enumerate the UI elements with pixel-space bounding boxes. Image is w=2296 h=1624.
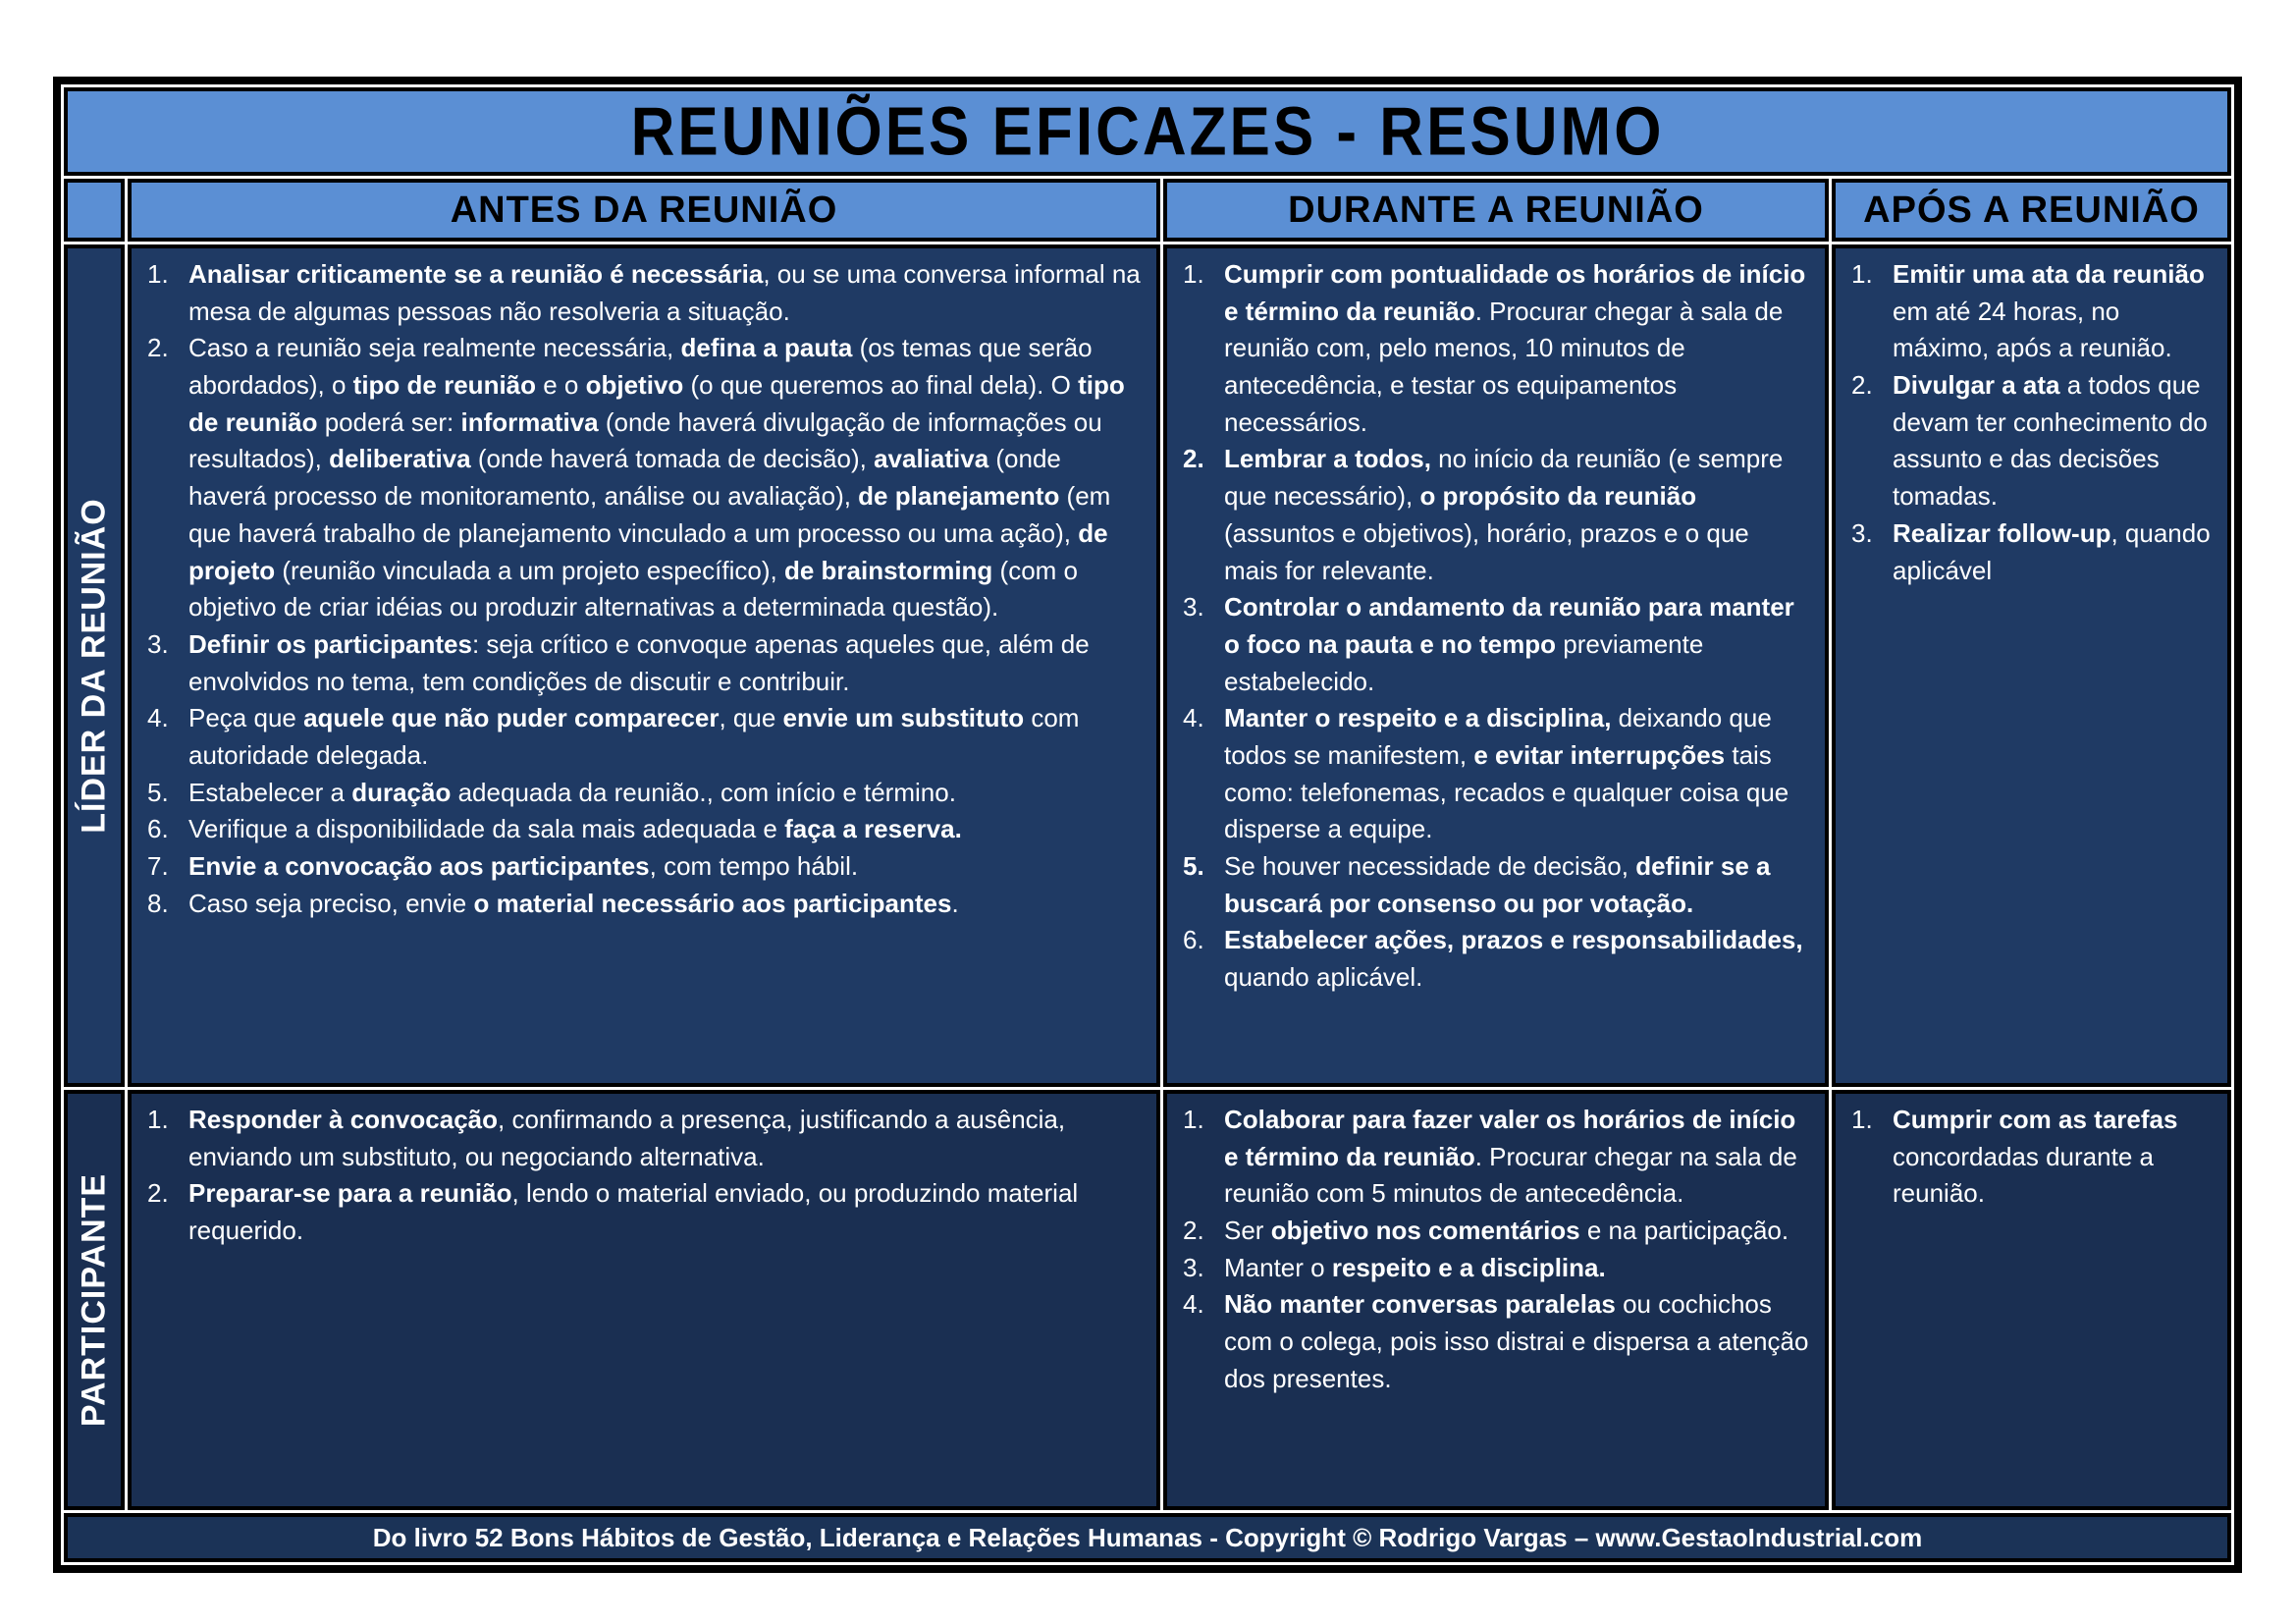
cell-lider-durante [1163,244,1829,1087]
list-item-number: 8. [147,888,169,918]
list-item-text: Manter o respeito e a disciplina. [1224,1252,1606,1282]
list-item-text: Estabelecer a duração adequada da reunião., com início e término. [188,777,956,807]
list-item-text: Analisar criticamente se a reunião é necessária, ou se uma conversa informal na mesa de algumas pessoas não resolveria a situação. [188,259,1141,326]
list-item [1177,1286,1809,1397]
list-item-number: 2. [147,333,169,363]
list-item-text: Controlar o andamento da reunião para manter o foco na pauta e no tempo previamente estabelecido. [1224,592,1794,696]
list-item-text: Peça que aquele que não puder comparecer, que envie um substituto com autoridade delegada. [188,703,1080,770]
list-item-text: Se houver necessidade de decisão, definir se a buscará por consenso ou por votação. [1224,851,1771,918]
row-label-lider [64,244,125,1087]
list-item-text: Envie a convocação aos participantes, com tempo hábil. [188,851,859,881]
list-item-number: 2. [1851,370,1873,401]
list-item-text: Colaborar para fazer valer os horários de início e término da reunião. Procurar chegar na sala de reunião com 5 minutos de antecedência. [1224,1105,1797,1209]
list-item [1177,1102,1809,1213]
list-item [1177,1213,1809,1250]
list-item-text: Não manter conversas paralelas ou cochichos com o colega, pois isso distrai e dispersa a atenção dos presentes. [1224,1289,1809,1393]
list-item-number: 2. [1183,444,1204,474]
list-item [1845,367,2212,515]
column-header-durante [1163,179,1829,242]
list-item-number: 4. [1183,1289,1204,1320]
list-item-number: 1. [1183,259,1204,289]
list-item-text: Emitir uma ata da reunião em até 24 horas, no máximo, após a reunião. [1893,259,2205,363]
cell-participante-antes [128,1090,1160,1510]
list-item-number: 1. [147,1105,169,1134]
list-item [1177,700,1809,848]
list-item-number: 6. [1183,925,1204,955]
list-item-number: 2. [147,1178,169,1209]
list-item-number: 3. [1183,1252,1204,1282]
title-bar [64,87,2231,176]
list-item [141,256,1141,330]
list-item-text: Estabelecer ações, prazos e responsabilidades, quando aplicável. [1224,925,1803,993]
list-item-text: Cumprir com as tarefas concordadas durante a reunião. [1893,1105,2178,1209]
list-item-number: 1. [1183,1105,1204,1134]
list-item-number: 3. [147,628,169,659]
list-item-number: 1. [1851,259,1873,289]
list-item [141,775,1141,812]
cell-participante-durante [1163,1090,1829,1510]
list-item [1177,589,1809,700]
row-label-text: PARTICIPANTE [75,1172,113,1428]
list-item-text: Divulgar a ata a todos que devam ter conhecimento do assunto e das decisões tomadas. [1893,370,2208,512]
list-item [141,886,1141,923]
list-item [1845,515,2212,589]
list-item [141,848,1141,886]
list-item-text: Caso a reunião seja realmente necessária, defina a pauta (os temas que serão abordados), o tipo de reunião e o objetivo (o que queremos ao final dela). O tipo de reunião poderá ser: informativa (onde haverá divulgação de informações ou resultados), deliberativa (onde haverá tomada de decisão), avaliativa (onde haverá processo de monitoramento, análise ou avaliação), de planejamento (em que haverá trabalho de planejamento vinculado a um processo ou uma ação), de projeto (reunião vinculada a um projeto específico), de brainstorming (com o objetivo de criar idéias ou produzir alternativas a determinada questão). [188,333,1125,623]
list-item-number: 5. [1183,851,1204,881]
list-item-text: Responder à convocação, confirmando a presença, justificando a ausência, enviando um substituto, ou negociando alternativa. [188,1105,1066,1171]
list-item-number: 6. [147,814,169,844]
list-item [1177,441,1809,589]
column-header-apos [1832,179,2231,242]
list-item [1845,256,2212,367]
list-item-text: Caso seja preciso, envie o material necessário aos participantes. [188,888,959,918]
list-item [1177,1250,1809,1287]
summary-table [53,77,2242,1573]
list-item-text: Realizar follow-up, quando aplicável [1893,517,2211,585]
cell-participante-apos [1832,1090,2231,1510]
row-label-participante [64,1090,125,1510]
list-item-number: 7. [147,851,169,881]
list-item [1177,848,1809,922]
list-item [1177,922,1809,996]
cell-lider-antes [128,244,1160,1087]
list-item-number: 3. [1183,592,1204,623]
list-item-number: 4. [147,703,169,733]
list-item [141,626,1141,700]
column-header-label: APÓS A REUNIÃO [1863,189,2200,231]
column-header-antes [128,179,1160,242]
list-item-text: Manter o respeito e a disciplina, deixando que todos se manifestem, e evitar interrupções tais como: telefonemas, recados e qualquer coisa que disperse a equipe. [1224,703,1789,844]
list-item-number: 3. [1851,517,1873,548]
list-item [141,1175,1141,1249]
list-item [1177,256,1809,441]
header-stub-cell [64,179,125,242]
list-item [1845,1102,2212,1213]
list-item-text: Preparar-se para a reunião, lendo o material enviado, ou produzindo material requerido. [188,1178,1079,1246]
list-item-number: 5. [147,777,169,807]
list-item [141,811,1141,848]
list-item [141,1102,1141,1175]
row-label-text: LÍDER DA REUNIÃO [75,498,113,834]
list-item-number: 1. [1851,1105,1873,1134]
footer-bar [64,1513,2231,1562]
list-item-text: Cumprir com pontualidade os horários de início e término da reunião. Procurar chegar à sala de reunião com, pelo menos, 10 minutos de antecedência, e testar os equipamentos necessários. [1224,259,1806,437]
footer-text: Do livro 52 Bons Hábitos de Gestão, Liderança e Relações Humanas - Copyright © Rodrigo Vargas – www.GestaoIndustrial.com [372,1522,1923,1552]
list-item-number: 1. [147,259,169,289]
list-item-text: Definir os participantes: seja crítico e convoque apenas aqueles que, além de envolvidos no tema, tem condições de discutir e contribuir. [188,628,1090,696]
list-item-text: Lembrar a todos, no início da reunião (e sempre que necessário), o propósito da reunião (assuntos e objetivos), horário, prazos e o que mais for relevante. [1224,444,1784,585]
table-grid [64,87,2231,1562]
list-item-number: 2. [1183,1216,1204,1246]
column-header-label: ANTES DA REUNIÃO [450,189,838,231]
page-title: REUNIÕES EFICAZES - RESUMO [630,93,1665,170]
cell-lider-apos [1832,244,2231,1087]
list-item-text: Verifique a disponibilidade da sala mais adequada e faça a reserva. [188,814,962,844]
list-item-text: Ser objetivo nos comentários e na participação. [1224,1216,1789,1246]
list-item [141,700,1141,774]
list-item-number: 4. [1183,703,1204,733]
list-item [141,330,1141,626]
column-header-label: DURANTE A REUNIÃO [1288,189,1704,231]
